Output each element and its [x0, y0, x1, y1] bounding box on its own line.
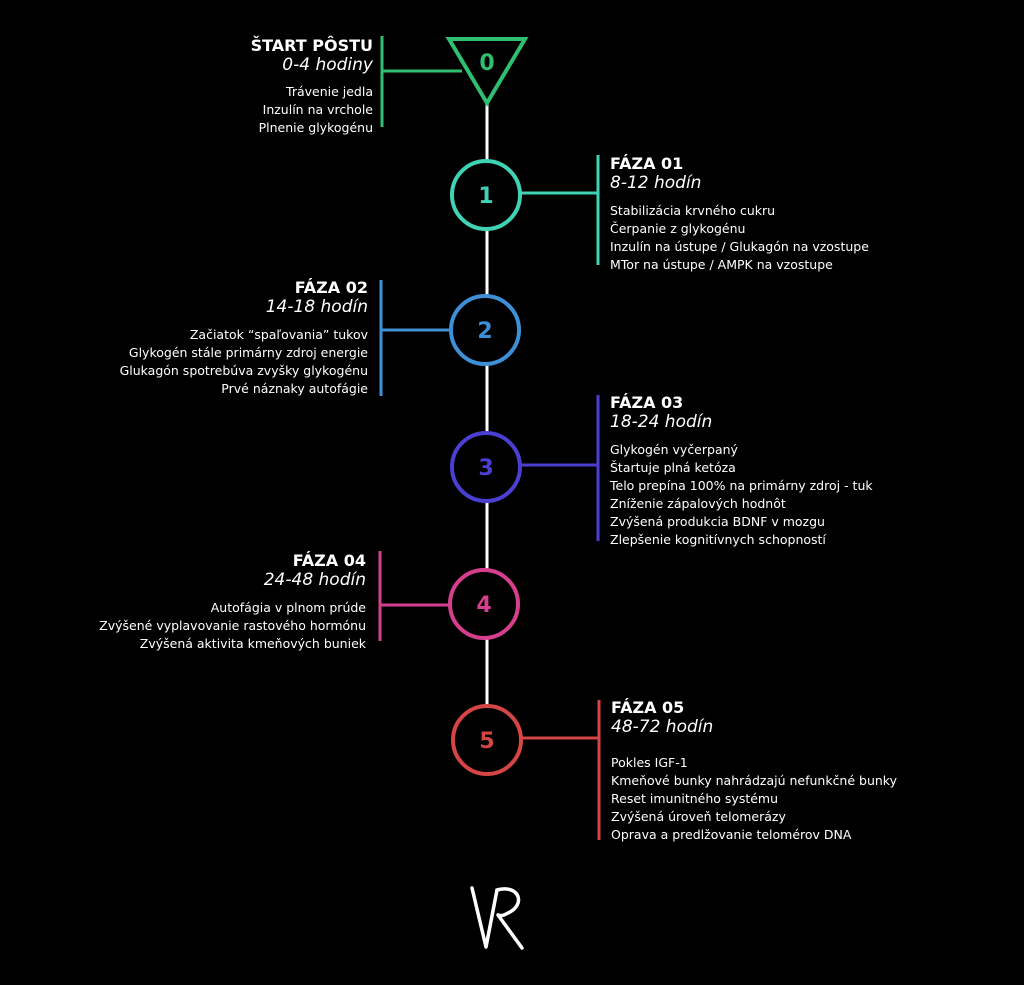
- phase-4-number: 4: [476, 593, 492, 618]
- phase-1-title: FÁZA 01: [610, 154, 684, 173]
- list-item: Začiatok “spaľovania” tukov: [189, 327, 368, 342]
- phase-2-marker: [451, 296, 519, 364]
- phase-1-number: 1: [478, 184, 494, 209]
- phase-4-subtitle: 24-48 hodín: [263, 570, 366, 590]
- list-item: Zvýšená produkcia BDNF v mozgu: [610, 514, 825, 529]
- phase-0-number: 0: [479, 51, 495, 76]
- phase-0-connector: [382, 36, 462, 127]
- phase-5-number: 5: [479, 729, 495, 754]
- list-item: Plnenie glykogénu: [258, 120, 373, 135]
- list-item: Stabilizácia krvného cukru: [610, 203, 776, 218]
- phase-4-text: [99, 551, 366, 653]
- phase-5-connector: [521, 700, 599, 840]
- list-item: Zvýšená aktivita kmeňových buniek: [139, 636, 366, 651]
- phase-0-title: ŠTART PÔSTU: [250, 36, 373, 55]
- list-item: Inzulín na vrchole: [262, 102, 373, 117]
- list-item: Zlepšenie kognitívnych schopností: [610, 532, 826, 547]
- list-item: Štartuje plná ketóza: [610, 460, 736, 475]
- list-item: Pokles IGF-1: [611, 755, 688, 770]
- phase-0-text: [251, 36, 373, 137]
- phase-0-subtitle: 0-4 hodiny: [282, 55, 373, 75]
- phase-4-title: FÁZA 04: [292, 551, 366, 570]
- list-item: Prvé náznaky autofágie: [221, 381, 368, 396]
- phase-2-title: FÁZA 02: [294, 278, 368, 297]
- list-item: Telo prepína 100% na primárny zdroj - tuk: [610, 478, 873, 493]
- list-item: Glykogén stále primárny zdroj energie: [128, 345, 368, 360]
- list-item: Reset imunitného systému: [611, 791, 779, 806]
- phase-3-connector: [520, 395, 598, 541]
- list-item: Zvýšená úroveň telomerázy: [611, 809, 786, 824]
- phase-3-text: [610, 393, 873, 549]
- list-item: Glykogén vyčerpaný: [610, 442, 738, 457]
- phase-1-text: [610, 154, 869, 274]
- phase-1-connector: [520, 155, 598, 265]
- vr-logo: [472, 888, 522, 948]
- list-item: MTor na ústupe / AMPK na vzostupe: [610, 257, 833, 272]
- phase-5-subtitle: 48-72 hodín: [611, 717, 714, 737]
- list-item: Inzulín na ústupe / Glukagón na vzostupe: [610, 239, 869, 254]
- phase-3-subtitle: 18-24 hodín: [610, 412, 713, 432]
- phase-4-marker: [450, 570, 518, 638]
- list-item: Zníženie zápalových hodnôt: [610, 496, 786, 511]
- phase-2-subtitle: 14-18 hodín: [265, 297, 368, 317]
- list-item: Kmeňové bunky nahrádzajú nefunkčné bunky: [611, 773, 897, 788]
- phase-5-text: [611, 698, 897, 844]
- phase-3-marker: [452, 433, 520, 501]
- list-item: Trávenie jedla: [286, 84, 373, 99]
- phase-1-subtitle: 8-12 hodín: [610, 173, 702, 193]
- phase-3-number: 3: [478, 456, 494, 481]
- phase-1-marker: [452, 161, 520, 229]
- list-item: Autofágia v plnom prúde: [210, 600, 366, 615]
- list-item: Oprava a predlžovanie telomérov DNA: [611, 827, 852, 842]
- list-item: Čerpanie z glykogénu: [610, 221, 746, 236]
- phase-2-text: [120, 278, 368, 398]
- phase-5-marker: [453, 706, 521, 774]
- phase-4-connector: [380, 551, 450, 641]
- list-item: Zvýšené vyplavovanie rastového hormónu: [99, 618, 366, 633]
- phase-5-title: FÁZA 05: [611, 698, 685, 717]
- list-item: Glukagón spotrebúva zvyšky glykogénu: [119, 363, 368, 378]
- phase-2-connector: [381, 280, 451, 396]
- phase-2-number: 2: [477, 319, 493, 344]
- phase-3-title: FÁZA 03: [610, 393, 684, 412]
